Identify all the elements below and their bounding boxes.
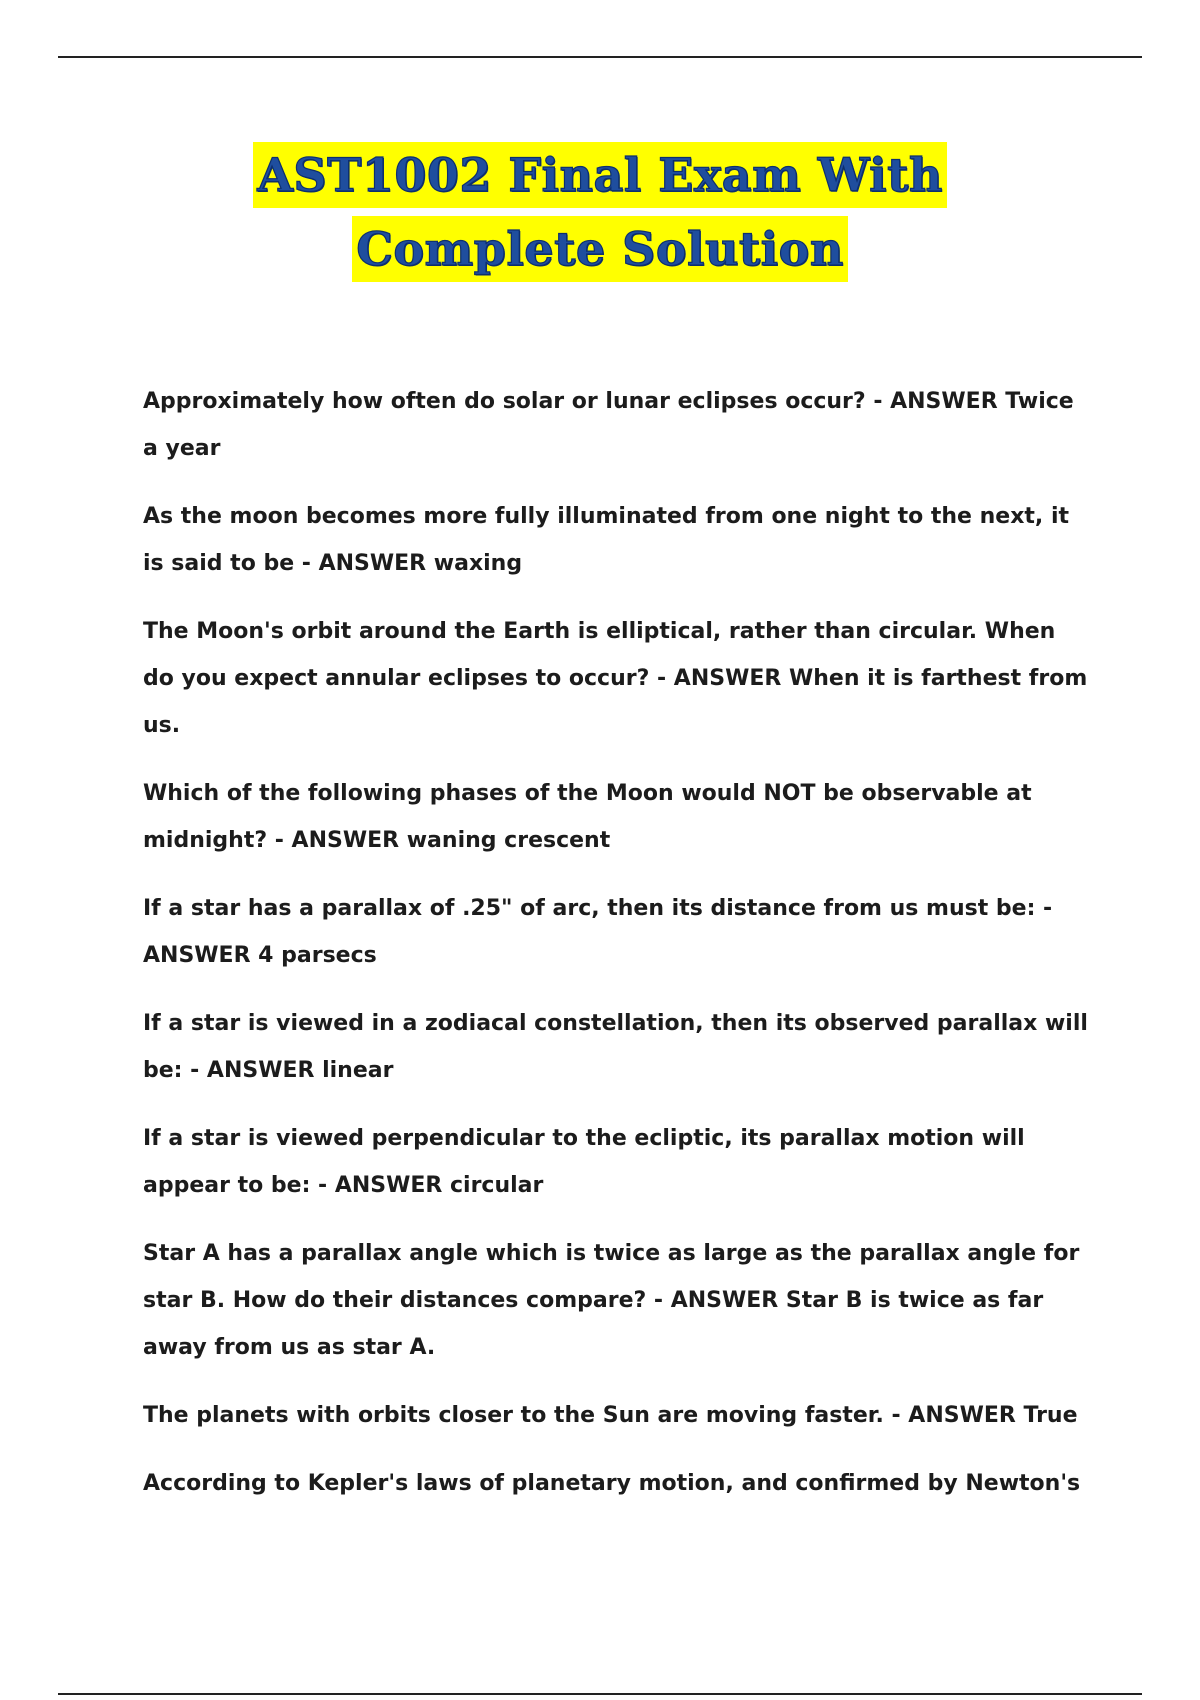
title-line-1: AST1002 Final Exam With bbox=[253, 142, 947, 208]
qa-item-1: Approximately how often do solar or lunar eclipses occur? - ANSWER Twice a year bbox=[143, 389, 1074, 461]
qa-item-8: Star A has a parallax angle which is twice as large as the parallax angle for star B. How do their distances compare? - ANSWER Star B is twice as far away from us as star A. bbox=[143, 1241, 1080, 1360]
qa-item-10: According to Kepler's laws of planetary motion, and confirmed by Newton's bbox=[143, 1471, 1081, 1496]
title-line-2: Complete Solution bbox=[352, 216, 848, 282]
bottom-rule bbox=[58, 1693, 1142, 1695]
question-answer-list bbox=[143, 378, 1093, 1528]
document-title bbox=[0, 142, 1200, 282]
qa-item-5: If a star has a parallax of .25" of arc, then its distance from us must be: - ANSWER 4 parsecs bbox=[143, 896, 1053, 968]
qa-item-3: The Moon's orbit around the Earth is elliptical, rather than circular. When do you expect annular eclipses to occur? - ANSWER When it is farthest from us. bbox=[143, 619, 1088, 738]
top-rule bbox=[58, 56, 1142, 58]
qa-item-2: As the moon becomes more fully illuminated from one night to the next, it is said to be - ANSWER waxing bbox=[143, 504, 1069, 576]
qa-item-9: The planets with orbits closer to the Sun are moving faster. - ANSWER True bbox=[143, 1403, 1078, 1428]
qa-item-7: If a star is viewed perpendicular to the ecliptic, its parallax motion will appear to be: - ANSWER circular bbox=[143, 1126, 1025, 1198]
qa-item-6: If a star is viewed in a zodiacal constellation, then its observed parallax will be: - ANSWER linear bbox=[143, 1011, 1088, 1083]
qa-item-4: Which of the following phases of the Moon would NOT be observable at midnight? - ANSWER waning crescent bbox=[143, 781, 1032, 853]
